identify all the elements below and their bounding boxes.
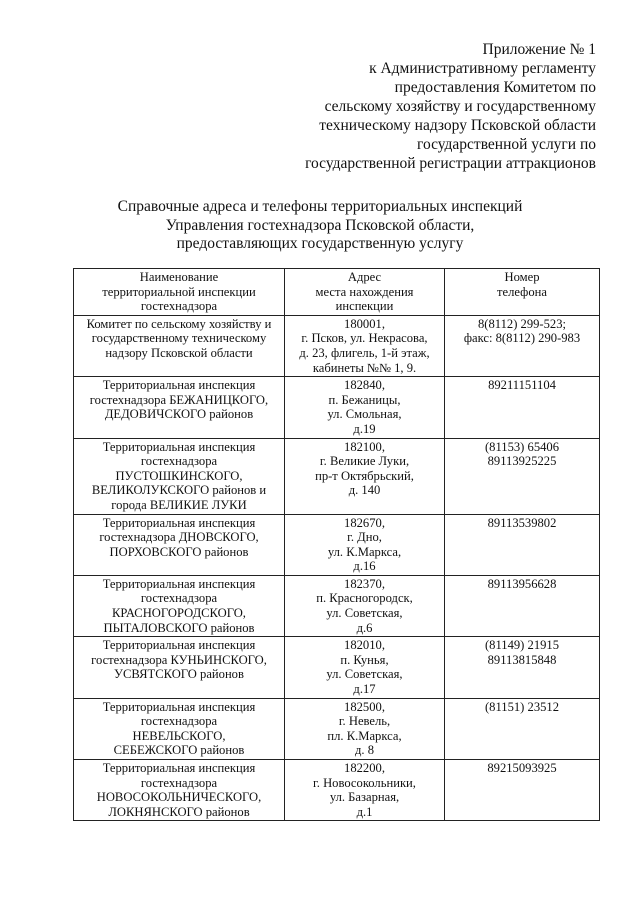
document-title	[0, 198, 640, 254]
cell-line: д.19	[353, 421, 376, 436]
header-address-cell	[285, 269, 445, 316]
cell-line: п. Бежаницы,	[328, 392, 401, 407]
cell-line: д. 140	[348, 483, 381, 498]
cell-line: 89211151104	[488, 378, 556, 393]
cell-line: г. Великие Луки,	[319, 454, 410, 469]
cell-line: государственному техническому	[91, 331, 267, 346]
cell-line: ПЫТАЛОВСКОГО районов	[103, 620, 255, 635]
cell-line: Территориальная инспекция	[102, 576, 256, 591]
phone-cell	[445, 514, 600, 575]
header-phone-cell	[445, 269, 600, 316]
cell-line: ул. Базарная,	[329, 790, 400, 805]
table-row	[74, 637, 600, 698]
cell-line: г. Новосокольники,	[313, 775, 416, 790]
table-row	[74, 377, 600, 438]
address-cell	[285, 760, 445, 821]
cell-line: ПОРХОВСКОГО районов	[109, 544, 249, 559]
phone-cell	[445, 575, 600, 636]
header-name-cell	[74, 269, 285, 316]
cell-line: г. Дно,	[347, 530, 382, 545]
phone-cell	[445, 438, 600, 514]
table-header-row	[74, 269, 600, 316]
cell-line: 182370,	[344, 576, 385, 591]
cell-line: (81153) 65406	[484, 439, 560, 454]
cell-line: г. Псков, ул. Некрасова,	[301, 331, 428, 346]
address-cell	[285, 315, 445, 376]
cell-line: гостехнадзора	[140, 775, 218, 790]
cell-line: гостехнадзора БЕЖАНИЦКОГО,	[89, 392, 269, 407]
cell-line: д.1	[356, 804, 373, 819]
cell-line: 89215093925	[487, 761, 557, 775]
address-cell	[285, 698, 445, 759]
cell-line: 182200,	[344, 761, 385, 775]
header-line: Наименование	[139, 270, 219, 284]
cell-line: гостехнадзора ДНОВСКОГО,	[99, 530, 259, 545]
cell-line: 180001,	[344, 316, 385, 331]
appendix-line: предоставления Комитетом по	[394, 79, 596, 96]
cell-line: СЕБЕЖСКОГО районов	[113, 743, 245, 758]
title-line: Справочные адреса и телефоны территориальных инспекций	[117, 198, 523, 215]
phone-cell	[445, 698, 600, 759]
inspection-name-cell	[74, 377, 285, 438]
appendix-note	[305, 40, 596, 173]
cell-line: кабинеты №№ 1, 9.	[312, 360, 417, 375]
table-row	[74, 315, 600, 376]
cell-line: д.17	[353, 682, 376, 697]
cell-line: гостехнадзора	[140, 454, 218, 469]
cell-line: НОВОСОКОЛЬНИЧЕСКОГО,	[96, 790, 262, 805]
header-line: телефона	[497, 284, 547, 299]
inspection-name-cell	[74, 698, 285, 759]
cell-line: 89113815848	[487, 652, 557, 667]
cell-line: города ВЕЛИКИЕ ЛУКИ	[111, 497, 247, 512]
header-line: территориальной инспекции	[102, 284, 256, 299]
cell-line: УСВЯТСКОГО районов	[114, 667, 244, 682]
cell-line: д. 8	[354, 743, 374, 758]
title-line: Управления гостехнадзора Псковской области,	[165, 216, 475, 234]
cell-line: 89113925225	[487, 454, 557, 469]
table-row	[74, 575, 600, 636]
appendix-line: государственной услуги по	[416, 136, 596, 153]
phone-cell	[445, 377, 600, 438]
address-cell	[285, 514, 445, 575]
table-row	[74, 698, 600, 759]
cell-line: пл. К.Маркса,	[327, 728, 402, 743]
inspection-name-cell	[74, 760, 285, 821]
cell-line: гостехнадзора КУНЬИНСКОГО,	[91, 652, 267, 667]
address-cell	[285, 377, 445, 438]
cell-line: 182670,	[344, 515, 385, 530]
inspection-name-cell	[74, 637, 285, 698]
cell-line: д. 23, флигель, 1-й этаж,	[299, 345, 430, 360]
cell-line: д.16	[353, 559, 376, 574]
cell-line: ПУСТОШКИНСКОГО,	[115, 468, 243, 483]
title-line: предоставляющих государственную услугу	[176, 235, 464, 252]
cell-line: надзору Псковской области	[105, 345, 253, 360]
cell-line: ул. К.Маркса,	[327, 544, 402, 559]
cell-line: п. Кунья,	[340, 652, 389, 667]
cell-line: ДЕДОВИЧСКОГО районов	[104, 407, 254, 422]
cell-line: КРАСНОГОРОДСКОГО,	[112, 606, 246, 621]
cell-line: ЛОКНЯНСКОГО районов	[108, 804, 250, 819]
address-cell	[285, 438, 445, 514]
cell-line: ул. Советская,	[326, 606, 403, 621]
cell-line: 89113539802	[487, 515, 557, 530]
inspection-name-cell	[74, 514, 285, 575]
cell-line: 182840,	[344, 378, 385, 393]
cell-line: Территориальная инспекция	[102, 515, 256, 530]
cell-line: факс: 8(8112) 290-983	[463, 331, 581, 346]
inspections-table	[73, 268, 600, 821]
header-line: Номер	[504, 270, 540, 284]
cell-line: Территориальная инспекция	[102, 761, 256, 775]
cell-line: ВЕЛИКОЛУКСКОГО районов и	[91, 483, 267, 498]
cell-line: Территориальная инспекция	[102, 439, 256, 454]
phone-cell	[445, 315, 600, 376]
cell-line: ул. Советская,	[326, 667, 403, 682]
table-row	[74, 514, 600, 575]
appendix-line: техническому надзору Псковской области	[319, 117, 596, 134]
cell-line: 8(8112) 299-523;	[477, 316, 567, 331]
cell-line: (81151) 23512	[484, 699, 560, 714]
address-cell	[285, 575, 445, 636]
cell-line: гостехнадзора	[140, 591, 218, 606]
appendix-line: государственной регистрации аттракционов	[305, 155, 596, 172]
header-line: гостехнадзора	[140, 299, 218, 314]
table-row	[74, 438, 600, 514]
cell-line: д.6	[356, 620, 373, 635]
cell-line: пр-т Октябрьский,	[315, 468, 414, 483]
table-row	[74, 760, 600, 821]
cell-line: ул. Смольная,	[327, 407, 402, 422]
phone-cell	[445, 637, 600, 698]
cell-line: 182100,	[344, 439, 385, 454]
table-body	[74, 269, 600, 821]
cell-line: (81149) 21915	[484, 638, 560, 653]
phone-cell	[445, 760, 600, 821]
cell-line: 182500,	[344, 699, 385, 714]
inspection-name-cell	[74, 315, 285, 376]
address-cell	[285, 637, 445, 698]
cell-line: г. Невель,	[338, 714, 391, 729]
appendix-line: Приложение № 1	[482, 41, 596, 58]
appendix-line: сельскому хозяйству и государственному	[324, 98, 596, 115]
header-line: Адрес	[347, 270, 382, 284]
appendix-line: к Административному регламенту	[369, 60, 596, 77]
cell-line: Территориальная инспекция	[102, 378, 256, 393]
cell-line: гостехнадзора	[140, 714, 218, 729]
inspection-name-cell	[74, 438, 285, 514]
cell-line: НЕВЕЛЬСКОГО,	[132, 728, 226, 743]
cell-line: п. Красногородск,	[316, 591, 413, 606]
cell-line: Комитет по сельскому хозяйству и	[86, 316, 272, 331]
inspection-name-cell	[74, 575, 285, 636]
cell-line: Территориальная инспекция	[102, 699, 256, 714]
cell-line: 182010,	[344, 638, 385, 653]
header-line: инспекции	[335, 299, 394, 314]
header-line: места нахождения	[315, 284, 414, 299]
cell-line: 89113956628	[487, 576, 557, 591]
cell-line: Территориальная инспекция	[102, 638, 256, 653]
